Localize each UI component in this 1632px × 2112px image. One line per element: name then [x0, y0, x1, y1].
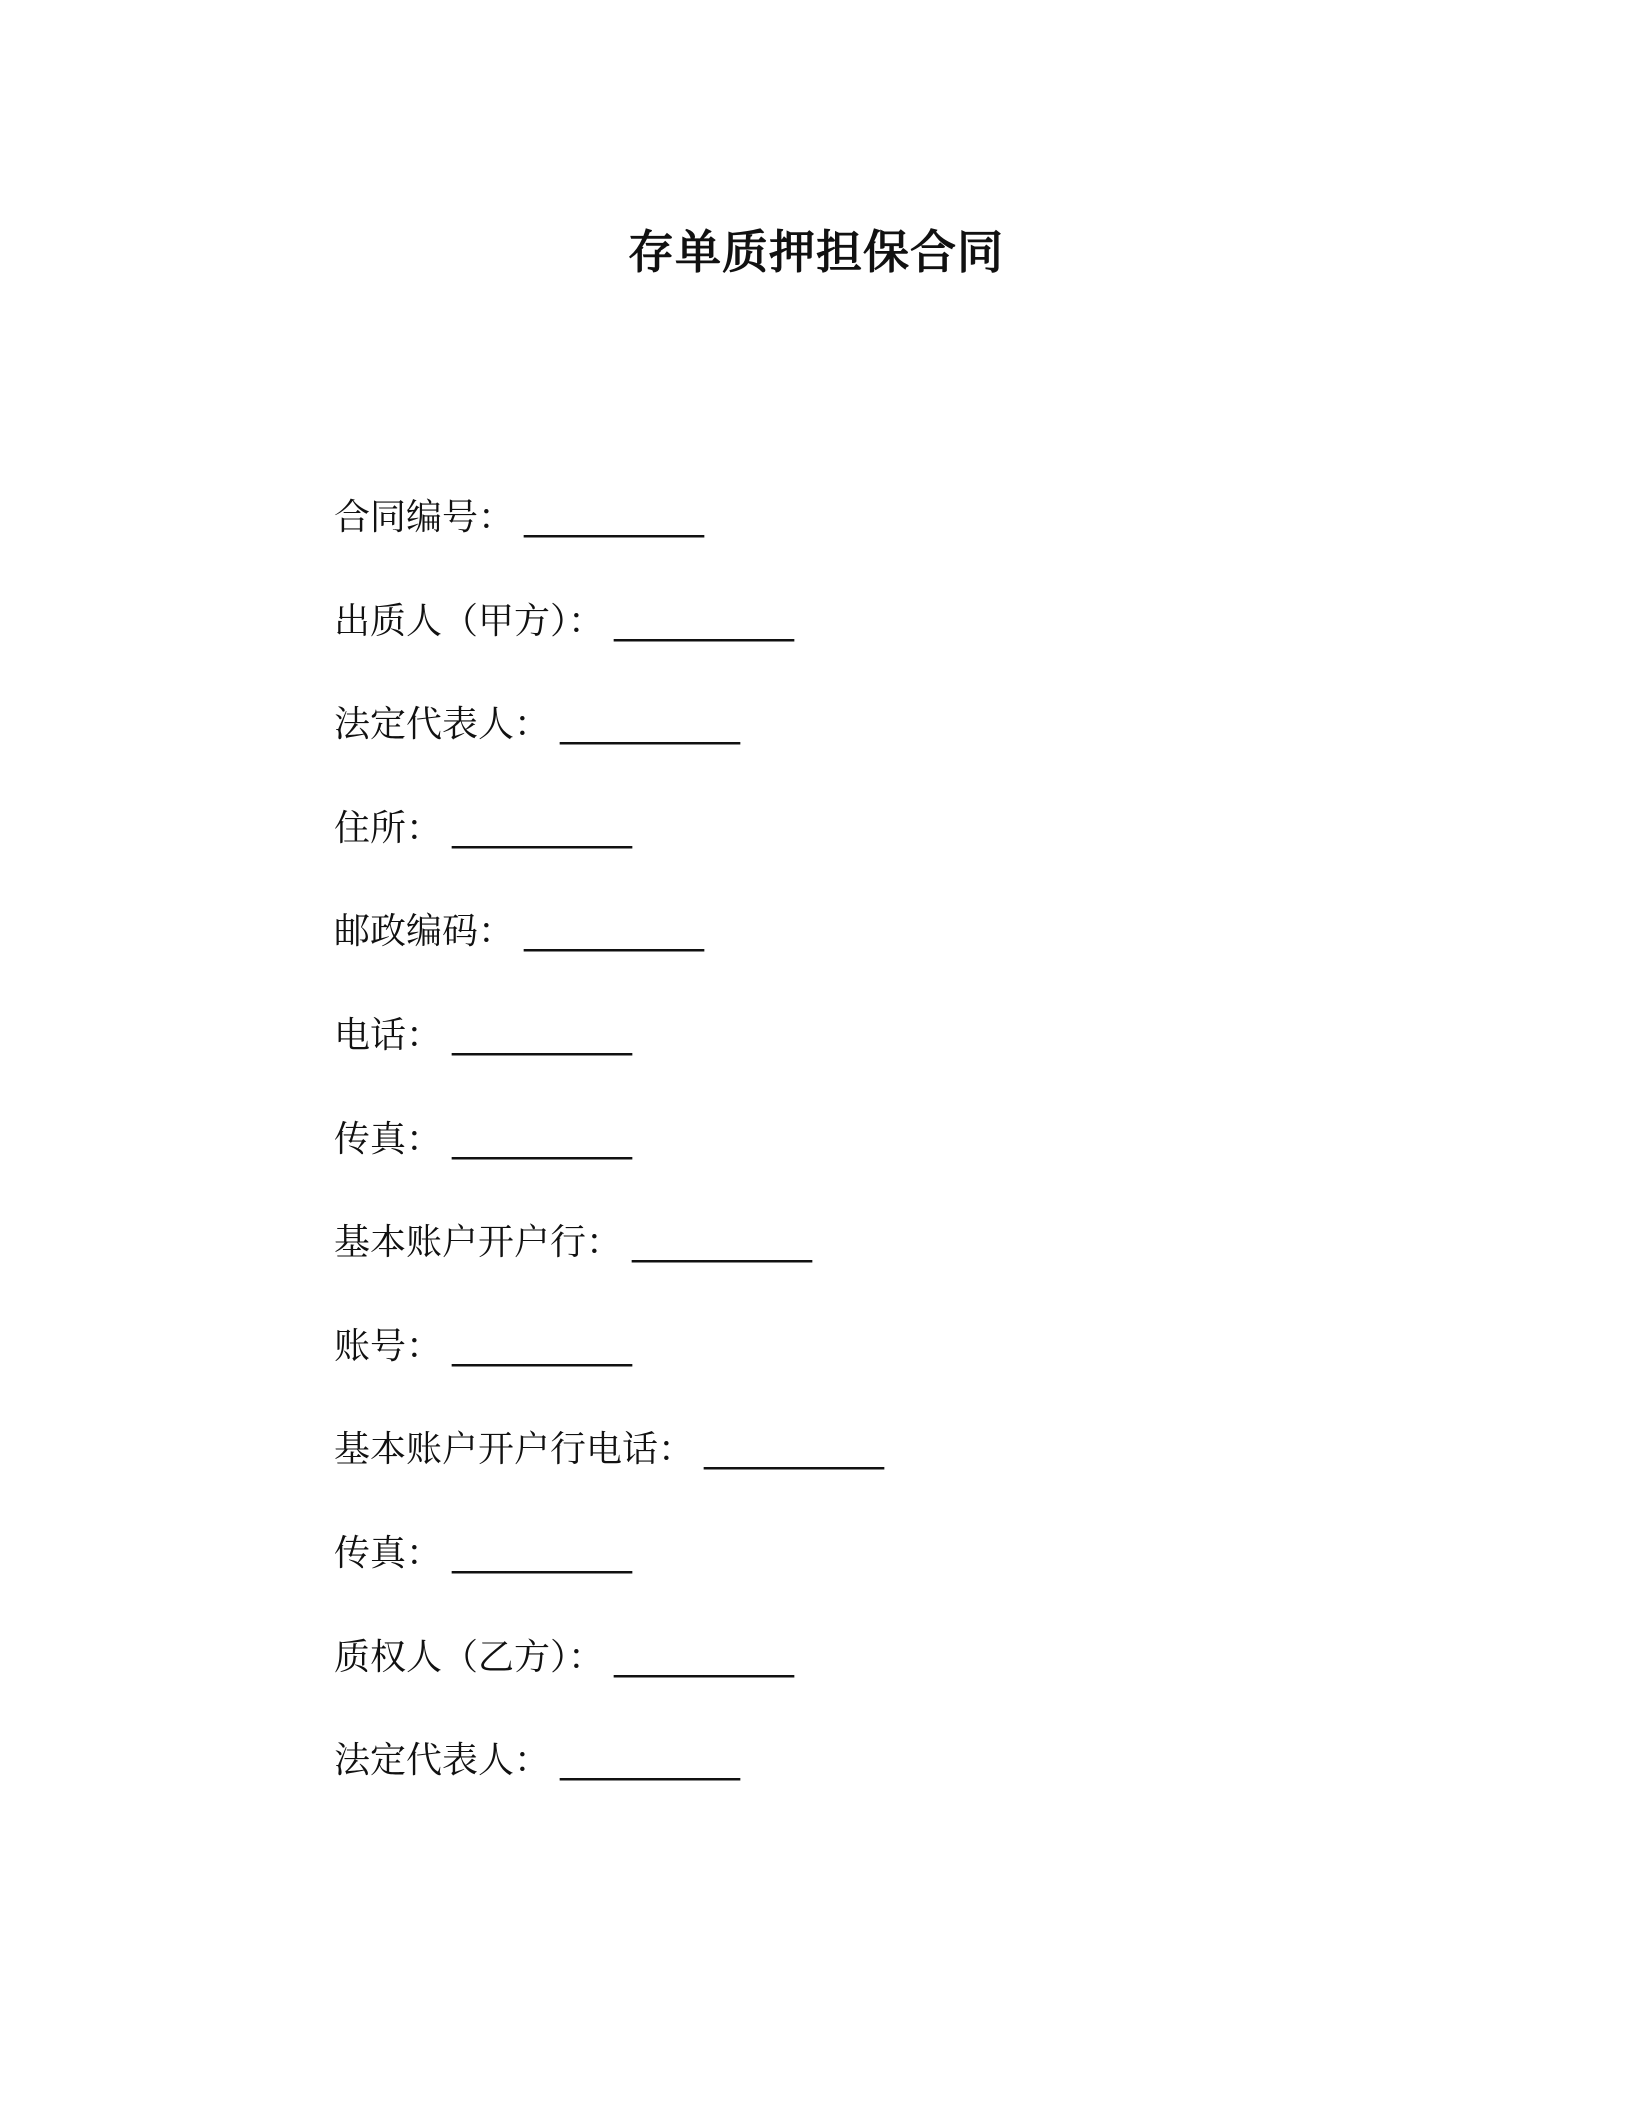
field-fax	[334, 1110, 1434, 1214]
fill-in-blank: __________	[704, 1429, 885, 1471]
field-label: 基本账户开户行电话：	[334, 1429, 695, 1471]
document-title: 存单质押担保合同	[628, 225, 1004, 279]
field-legal-representative	[334, 1731, 1434, 1835]
fill-in-blank: __________	[614, 600, 795, 642]
field-label: 传真：	[334, 1532, 443, 1574]
field-account-number	[334, 1317, 1434, 1421]
field-label: 质权人（乙方）：	[334, 1636, 605, 1678]
field-label: 法定代表人：	[334, 704, 551, 746]
field-label: 基本账户开户行：	[334, 1222, 623, 1264]
field-label: 账号：	[334, 1325, 443, 1367]
field-label: 合同编号：	[334, 497, 515, 538]
field-label: 传真：	[334, 1118, 443, 1160]
fill-in-blank: __________	[452, 1118, 633, 1160]
fill-in-blank: __________	[452, 1014, 633, 1056]
field-basic-account-bank-phone	[334, 1420, 1434, 1524]
field-pledgor	[334, 592, 1434, 696]
fill-in-blank: __________	[452, 807, 633, 849]
fill-in-blank: __________	[524, 497, 705, 538]
contract-fields-list	[334, 488, 1434, 1835]
fill-in-blank: __________	[560, 704, 741, 746]
field-phone	[334, 1006, 1434, 1110]
field-contract-number	[334, 488, 1434, 592]
field-basic-account-bank	[334, 1213, 1434, 1317]
fill-in-blank: __________	[560, 1740, 741, 1782]
field-fax	[334, 1524, 1434, 1628]
field-label: 邮政编码：	[334, 911, 515, 953]
field-label: 出质人（甲方）：	[334, 600, 605, 642]
field-label: 电话：	[334, 1014, 443, 1056]
field-pledgee	[334, 1628, 1434, 1732]
fill-in-blank: __________	[632, 1222, 813, 1264]
field-label: 住所：	[334, 807, 443, 849]
fill-in-blank: __________	[452, 1532, 633, 1574]
field-postal-code	[334, 902, 1434, 1006]
field-address	[334, 799, 1434, 903]
fill-in-blank: __________	[614, 1636, 795, 1678]
field-label: 法定代表人：	[334, 1740, 551, 1782]
fill-in-blank: __________	[524, 911, 705, 953]
fill-in-blank: __________	[452, 1325, 633, 1367]
field-legal-representative	[334, 695, 1434, 799]
